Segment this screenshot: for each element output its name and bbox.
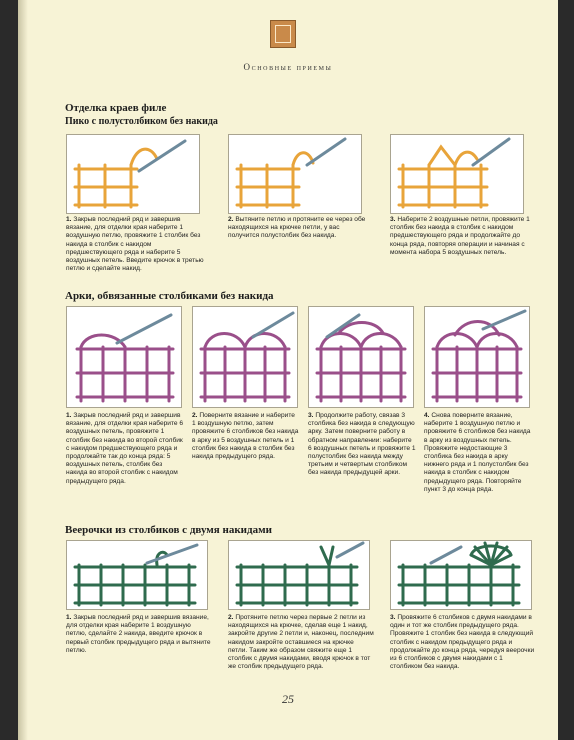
section2-title: Арки, обвязанные столбиками без накида [65,290,274,302]
figure-arches-step2 [192,306,298,408]
caption-s1-1: 1. Закрыв последний ряд и завершив вязание, для отделки края наберите 1 воздушную петлю, провяжите 1 столбик без накида в столбик с накидом предшествующего ряда и наберите 5 воздушных петель. Введите крючок в третью петлю и сделайте накид. [66,216,204,273]
section1-subtitle: Пико с полустолбиком без накида [65,116,218,127]
page-number: 25 [282,692,294,706]
figure-picot-step2 [228,134,362,214]
figure-arches-step1 [66,306,182,408]
figure-arches-step3 [308,306,414,408]
section1-title: Отделка краев филе [65,102,167,114]
caption-s2-1: 1. Закрыв последний ряд и завершив вязание, для отделки края наберите 6 воздушных петель, провяжите 1 столбик без накида во второй столбик с накидом предшествующего ряда и продолжайте так до конца ряда: 5 воздушных петель, столбик без накида во второй столбик с накидом предыдущего ряда. [66,412,184,485]
book-page [18,0,558,740]
caption-s2-4: 4. Снова поверните вязание, наберите 1 воздушную петлю и провяжите 6 столбиков без накида в арку из воздушных петель. Провяжите недостающие 3 столбика без накида в арку нижнего ряда и 1 полустолбик без накида в столбик с накидом предыдущего ряда. Повторяйте пункт 3 до конца ряда. [424,412,531,493]
figure-fans-step1 [66,540,208,610]
figure-picot-step1 [66,134,200,214]
figure-picot-step3 [390,134,524,214]
page-gutter-shadow [18,0,28,740]
section3-title: Веерочки из столбиков с двумя накидами [65,524,272,536]
caption-s2-2: 2. Поверните вязание и наберите 1 воздушную петлю, затем провяжите 6 столбиков без накида в арку из 5 воздушных петель и 1 столбик без накида в столбик без накида предыдущего ряда. [192,412,299,461]
caption-s2-3: 3. Продолжите работу, связав 3 столбика без накида в следующую арку. Затем поверните работу в обратном направлении: наберите 6 воздушных петель и провяжите 1 полустолбик без накида между третьим и четвертым столбиком без накида предыдущей арки. [308,412,416,477]
figure-arches-step4 [424,306,530,408]
running-header: Основные приемы [243,62,333,72]
figure-fans-step3 [390,540,532,610]
caption-s3-3: 3. Провяжите 6 столбиков с двумя накидами в один и тот же столбик предыдущего ряда. Провяжите 1 столбик без накида в следующий столбик с накидом предыдущего ряда и продолжайте до конца ряда, чередуя веерочки из 6 столбиков с двумя накидами с 1 столбиком без накида. [390,614,535,671]
caption-s1-2: 2. Вытяните петлю и протяните ее через обе находящихся на крючке петли, у вас получится полустолбик без накида. [228,216,366,240]
caption-s1-3: 3. Наберите 2 воздушные петли, провяжите 1 столбик без накида в столбик с накидом предшествующего ряда и продолжайте до конца ряда, повторяя операции и начиная с момента набора 5 воздушных петель. [390,216,530,256]
caption-s3-1: 1. Закрыв последний ряд и завершив вязание, для отделки края наберите 1 воздушную петлю, сделайте 2 накида, введите крючок в первый столбик предыдущего ряда и вытяните петлю. [66,614,211,654]
section-logo-icon [270,20,296,48]
figure-fans-step2 [228,540,370,610]
caption-s3-2: 2. Протяните петлю через первые 2 петли из находящихся на крючке, сделав еще 1 накид, закройте другие 2 петли и, наконец, последним накидом закройте оставшиеся на крючке петли. Таким же образом свяжите еще 1 столбик с двумя накидами, вводя крючок в тот же столбик предыдущего ряда. [228,614,374,671]
